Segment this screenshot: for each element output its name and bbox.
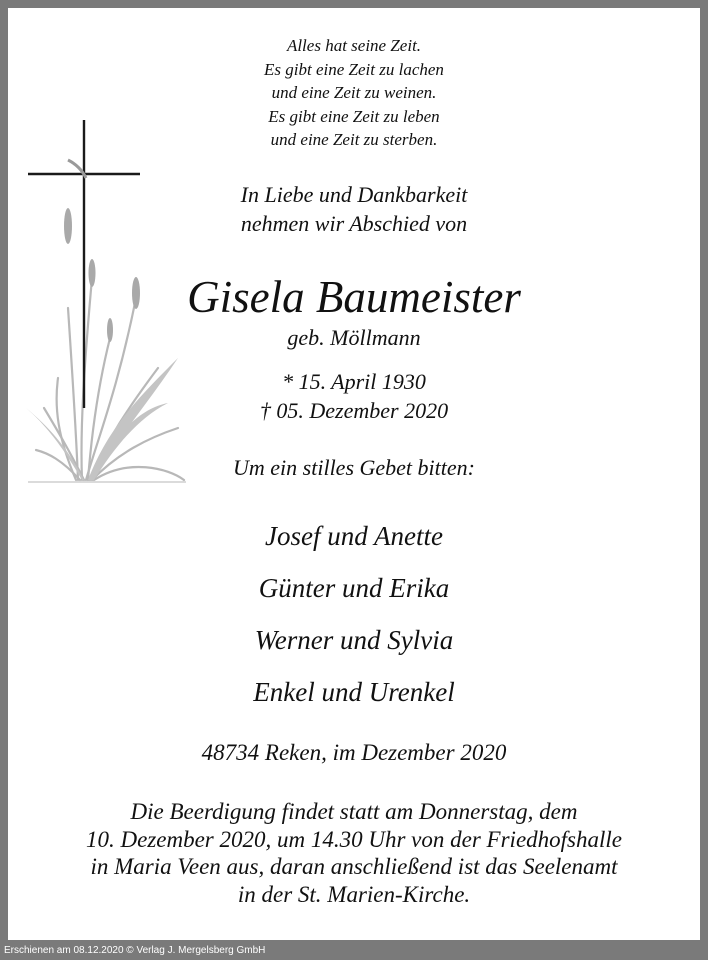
mourners-list <box>8 510 700 718</box>
intro-line: nehmen wir Abschied von <box>240 211 468 236</box>
funeral-line: in der St. Marien-Kirche. <box>237 881 471 907</box>
funeral-details <box>8 798 700 908</box>
mourner-entry: Werner und Sylvia <box>254 625 454 655</box>
mourner-entry: Enkel und Urenkel <box>253 677 455 707</box>
mourner-entry: Günter und Erika <box>258 573 450 603</box>
funeral-line: in Maria Veen aus, daran anschließend ist das Seelenamt <box>90 854 618 879</box>
funeral-line: Die Beerdigung findet statt am Donnerstag, dem <box>130 799 578 824</box>
funeral-line: 10. Dezember 2020, um 14.30 Uhr von der Friedhofshalle <box>86 826 622 852</box>
prayer-request: Um ein stilles Gebet bitten: <box>233 455 475 480</box>
maiden-name: geb. Möllmann <box>287 325 421 350</box>
place-date: 48734 Reken, im Dezember 2020 <box>201 740 507 765</box>
deceased-name: Gisela Baumeister <box>187 272 521 322</box>
poem-line: Alles hat seine Zeit. <box>286 36 422 55</box>
obituary-page <box>8 8 700 940</box>
death-date: † 05. Dezember 2020 <box>259 398 449 423</box>
life-dates <box>8 367 700 425</box>
publication-footer: Erschienen am 08.12.2020 © Verlag J. Mergelsberg GmbH <box>4 945 266 956</box>
intro-line: In Liebe und Dankbarkeit <box>240 182 468 207</box>
poem <box>8 34 700 152</box>
poem-line: und eine Zeit zu weinen. <box>271 83 437 102</box>
intro-text <box>8 180 700 238</box>
poem-line: Es gibt eine Zeit zu leben <box>268 106 440 126</box>
poem-line: Es gibt eine Zeit zu lachen <box>264 59 444 79</box>
birth-date: * 15. April 1930 <box>282 369 426 394</box>
poem-line: und eine Zeit zu sterben. <box>270 130 438 149</box>
mourner-entry: Josef und Anette <box>265 521 443 551</box>
